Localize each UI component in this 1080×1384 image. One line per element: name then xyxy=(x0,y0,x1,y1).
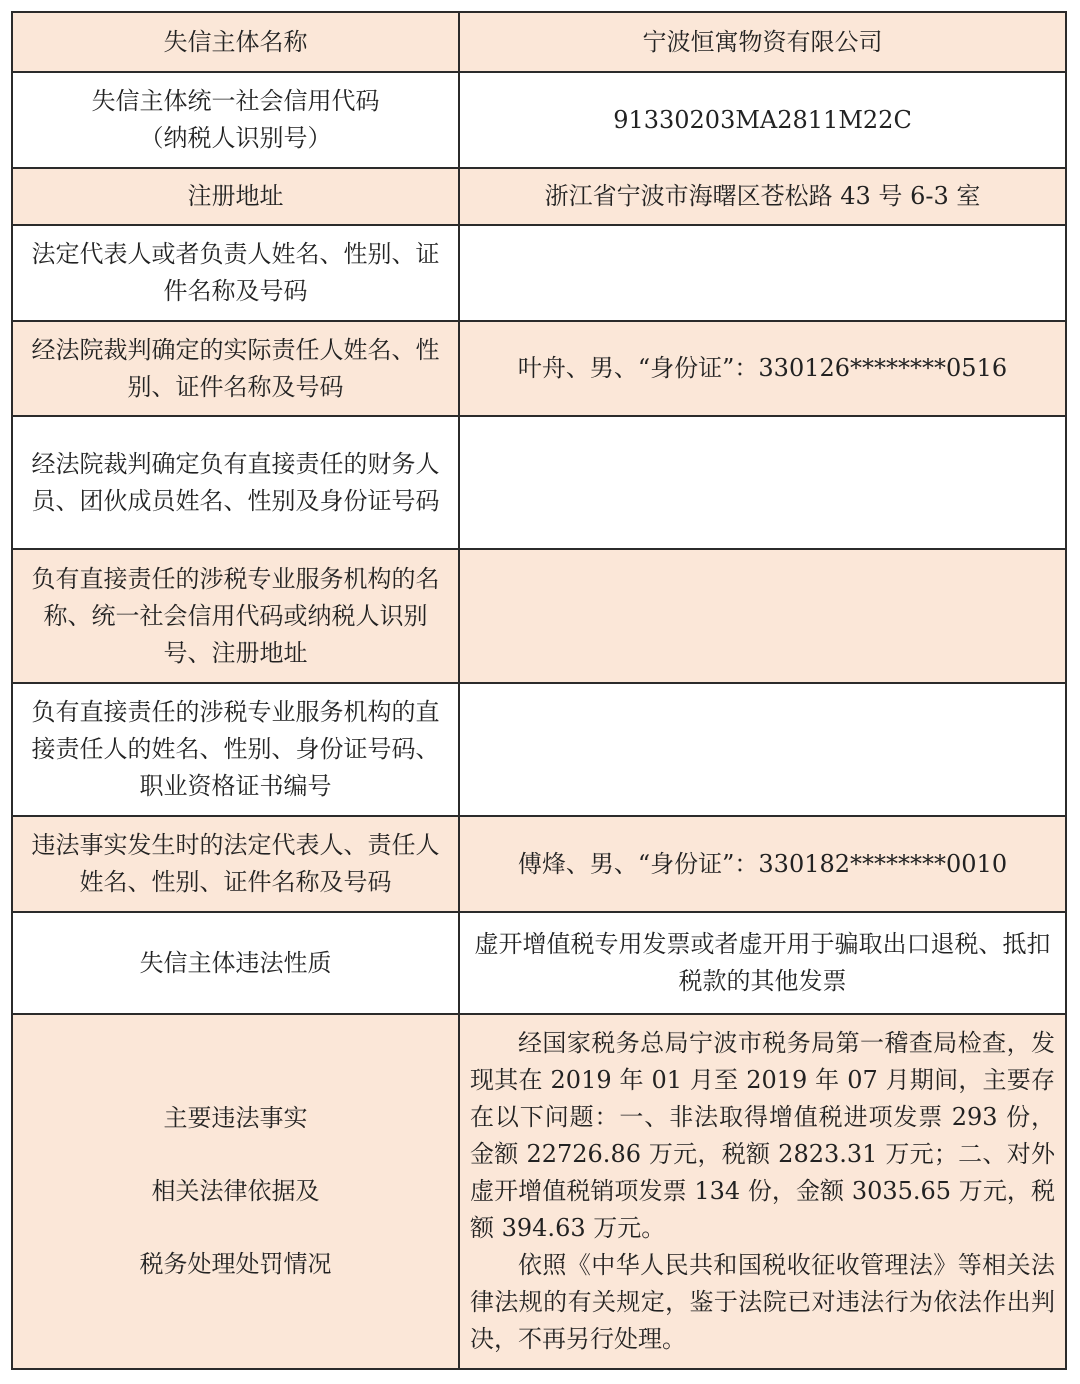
row-value: 虚开增值税专用发票或者虚开用于骗取出口退税、抵扣税款的其他发票 xyxy=(459,912,1066,1014)
taxpayer-record-table xyxy=(11,11,1067,1370)
table-row xyxy=(12,168,1066,225)
row-label: 负有直接责任的涉税专业服务机构的直接责任人的姓名、性别、身份证号码、职业资格证书编号 xyxy=(12,683,459,816)
table-row xyxy=(12,1014,1066,1369)
violation-label-cell xyxy=(12,1014,459,1369)
row-label: 经法院裁判确定的实际责任人姓名、性别、证件名称及号码 xyxy=(12,321,459,416)
table-row xyxy=(12,225,1066,321)
table-row xyxy=(12,416,1066,549)
facts-paragraph: 经国家税务总局宁波市税务局第一稽查局检查，发现其在 2019 年 01 月至 2019 年 07 月期间，主要存在以下问题：一、非法取得增值税进项发票 293 份，金额 22726.86 万元，税额 2823.31 万元；二、对外虚开增值税销项发票 134 份，金额 3035.65 万元，税额 394.63 万元。 xyxy=(470,1029,1055,1242)
row-label: 违法事实发生时的法定代表人、责任人姓名、性别、证件名称及号码 xyxy=(12,816,459,912)
row-value xyxy=(459,225,1066,321)
main-facts-label: 主要违法事实 xyxy=(163,1104,308,1132)
row-label: 失信主体违法性质 xyxy=(12,912,459,1014)
penalty-label: 税务处理处罚情况 xyxy=(139,1250,332,1278)
row-label: 法定代表人或者负责人姓名、性别、证件名称及号码 xyxy=(12,225,459,321)
row-value: 傅烽、男、“身份证”：330182********0010 xyxy=(459,816,1066,912)
row-value: 叶舟、男、“身份证”：330126********0516 xyxy=(459,321,1066,416)
row-value: 91330203MA2811M22C xyxy=(459,72,1066,168)
table-row xyxy=(12,321,1066,416)
row-value xyxy=(459,549,1066,683)
table-row xyxy=(12,549,1066,683)
legal-basis-label: 相关法律依据及 xyxy=(151,1177,320,1205)
row-value: 浙江省宁波市海曙区苍松路 43 号 6-3 室 xyxy=(459,168,1066,225)
table-row xyxy=(12,12,1066,72)
row-label: 失信主体统一社会信用代码 （纳税人识别号） xyxy=(12,72,459,168)
row-value xyxy=(459,683,1066,816)
row-label: 失信主体名称 xyxy=(12,12,459,72)
table-row xyxy=(12,912,1066,1014)
table-row xyxy=(12,72,1066,168)
legal-paragraph: 依照《中华人民共和国税收征收管理法》等相关法律法规的有关规定，鉴于法院已对违法行为依法作出判决，不再另行处理。 xyxy=(470,1251,1055,1353)
row-label: 负有直接责任的涉税专业服务机构的名称、统一社会信用代码或纳税人识别号、注册地址 xyxy=(12,549,459,683)
row-label: 经法院裁判确定负有直接责任的财务人员、团伙成员姓名、性别及身份证号码 xyxy=(12,416,459,549)
row-value xyxy=(459,416,1066,549)
row-value: 宁波恒寓物资有限公司 xyxy=(459,12,1066,72)
row-label: 注册地址 xyxy=(12,168,459,225)
table-row xyxy=(12,816,1066,912)
table-row xyxy=(12,683,1066,816)
violation-detail-cell xyxy=(459,1014,1066,1369)
